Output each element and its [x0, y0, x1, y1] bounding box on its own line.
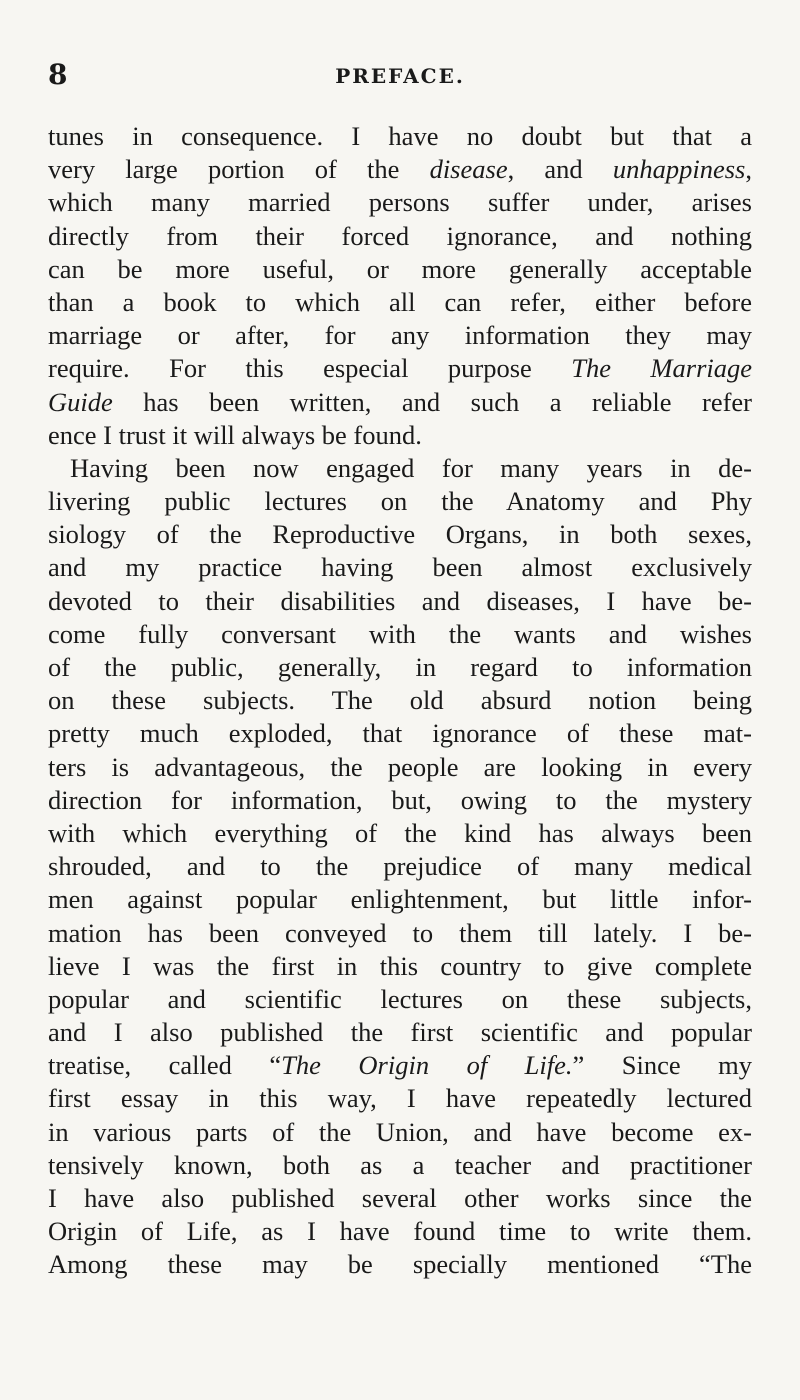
line-text: devoted to their disabilities and diseases, I have be- — [48, 585, 752, 616]
text-line — [48, 419, 752, 452]
text-line — [48, 153, 752, 186]
text-line — [48, 618, 752, 651]
text-line — [48, 1016, 752, 1049]
line-text: Having been now engaged for many years in de- — [70, 452, 752, 483]
text-line — [48, 1149, 752, 1182]
line-text: Among these may be specially mentioned “The — [48, 1249, 752, 1280]
text-line — [48, 186, 752, 219]
line-text: ” Since my — [572, 1050, 752, 1081]
text-line — [48, 253, 752, 286]
line-text: marriage or after, for any information they may — [48, 320, 752, 351]
line-text: which many married persons suffer under, arises — [48, 187, 752, 218]
line-text: lieve I was the first in this country to give complete — [48, 950, 752, 981]
text-line — [48, 352, 752, 385]
running-title: PREFACE. — [335, 64, 465, 88]
line-text: with which everything of the kind has always been — [48, 817, 752, 848]
text-line — [48, 717, 752, 750]
line-text: and my practice having been almost exclusively — [48, 552, 752, 583]
line-text: livering public lectures on the Anatomy and Phy — [48, 486, 752, 517]
text-line — [48, 883, 752, 916]
italic-text: Guide — [48, 386, 113, 417]
line-text: directly from their forced ignorance, and nothing — [48, 220, 752, 251]
line-text: on these subjects. The old absurd notion being — [48, 685, 752, 716]
line-text: can be more useful, or more generally acceptable — [48, 253, 752, 284]
text-line — [48, 585, 752, 618]
line-text: require. For this especial purpose — [48, 353, 572, 384]
text-line — [48, 220, 752, 253]
text-line — [48, 485, 752, 518]
line-text: of the public, generally, in regard to information — [48, 652, 752, 682]
text-line — [48, 1215, 752, 1248]
text-line — [48, 850, 752, 883]
line-text: I have also published several other works since the — [48, 1183, 752, 1213]
line-text: and I also published the first scientific and popular — [48, 1017, 752, 1048]
page-number: 8 — [48, 58, 68, 91]
text-line — [48, 684, 752, 717]
text-line — [48, 1182, 752, 1215]
line-text: first essay in this way, I have repeatedly lectured — [48, 1083, 752, 1114]
italic-text: unhappiness — [612, 154, 746, 185]
line-text: direction for information, but, owing to the mystery — [48, 784, 752, 815]
line-text: than a book to which all can refer, either before — [48, 286, 752, 317]
text-line — [48, 286, 752, 319]
text-line — [48, 751, 752, 784]
text-line — [48, 1116, 752, 1149]
italic-text: The Origin of Life. — [281, 1050, 573, 1081]
line-text: Origin of Life, as I have found time to write them. — [48, 1216, 752, 1247]
line-text: , — [745, 154, 752, 185]
body-text — [48, 120, 752, 1282]
line-text: mation has been conveyed to them till lately. I be- — [48, 917, 752, 948]
line-text: , and — [507, 154, 613, 185]
line-text: ence I trust it will always be found. — [48, 419, 422, 450]
italic-text: The Marriage — [571, 353, 752, 384]
line-text: tensively known, both as a teacher and practitioner — [48, 1149, 752, 1180]
text-line — [48, 386, 752, 419]
text-line — [48, 784, 752, 817]
text-line — [48, 817, 752, 850]
text-line — [48, 518, 752, 551]
text-line — [48, 950, 752, 983]
line-text: pretty much exploded, that ignorance of these mat- — [48, 718, 752, 749]
line-text: popular and scientific lectures on these subjects, — [48, 983, 752, 1014]
text-line — [48, 1082, 752, 1115]
text-line — [48, 120, 752, 153]
line-text: ters is advantageous, the people are looking in every — [48, 751, 752, 782]
text-line — [48, 917, 752, 950]
line-text: tunes in consequence. I have no doubt but that a — [48, 121, 752, 151]
line-text: has been written, and such a reliable refer — [112, 386, 752, 417]
text-line — [48, 319, 752, 352]
text-line — [48, 651, 752, 684]
line-text: in various parts of the Union, and have become ex- — [48, 1116, 752, 1147]
line-text: shrouded, and to the prejudice of many medical — [48, 851, 752, 882]
text-line — [48, 1049, 752, 1082]
text-line — [48, 551, 752, 584]
line-text: treatise, called “ — [48, 1050, 282, 1081]
text-line — [48, 452, 752, 485]
line-text: siology of the Reproductive Organs, in both sexes, — [48, 519, 752, 550]
italic-text: disease — [429, 154, 508, 185]
line-text: men against popular enlightenment, but little infor- — [48, 884, 752, 915]
line-text: very large portion of the — [48, 154, 430, 185]
line-text: come fully conversant with the wants and wishes — [48, 618, 752, 649]
running-head — [48, 58, 752, 92]
text-line — [48, 1248, 752, 1281]
text-line — [48, 983, 752, 1016]
